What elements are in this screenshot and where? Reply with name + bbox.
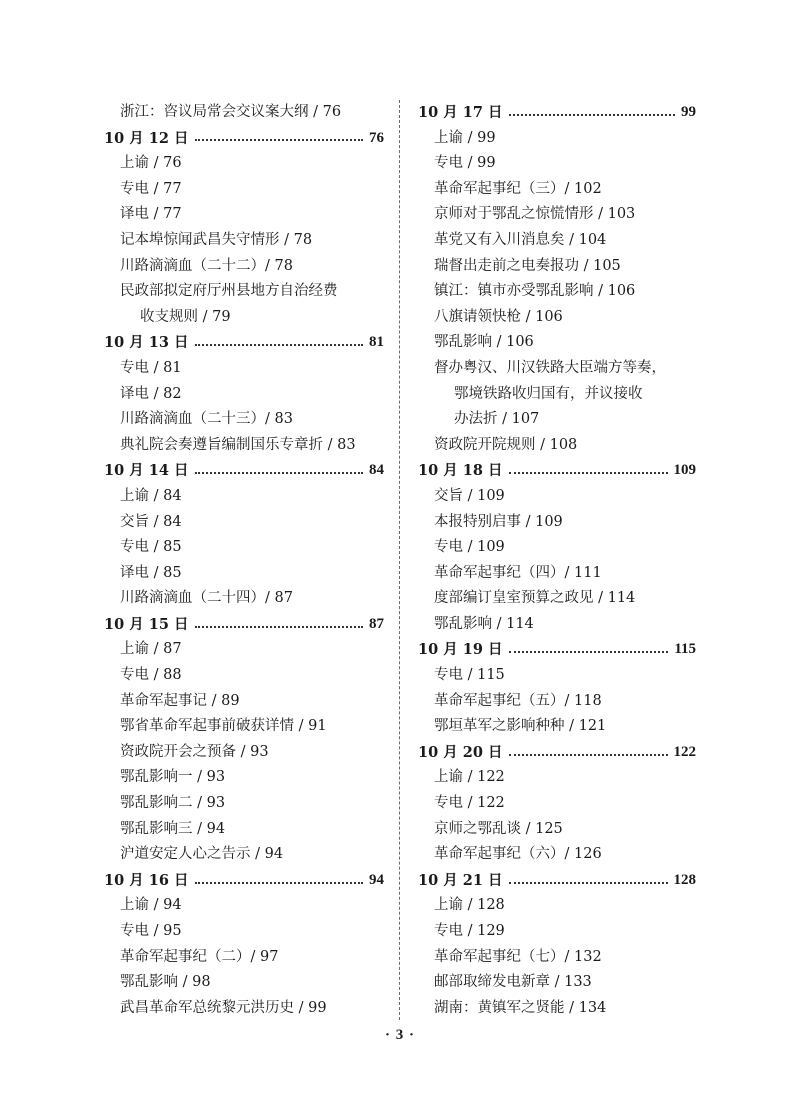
toc-entry: 专电 / 88 (120, 667, 182, 684)
toc-entry: 译电 / 85 (120, 564, 182, 581)
dot-leader (195, 472, 363, 474)
toc-entry: 交旨 / 109 (434, 487, 505, 504)
toc-entry: 专电 / 77 (120, 180, 182, 197)
toc-entry: 专电 / 115 (434, 667, 505, 684)
toc-entry: 武昌革命军总统黎元洪历史 / 99 (120, 999, 327, 1016)
date-label: 10 月 12 日 (104, 129, 189, 147)
date-page-number: 94 (369, 871, 384, 888)
toc-entry: 专电 / 99 (434, 155, 496, 172)
toc-entry: 上谕 / 87 (120, 641, 182, 658)
dot-leader (195, 882, 363, 884)
date-page-number: 128 (673, 871, 696, 888)
toc-entry: 典礼院会奏遵旨编制国乐专章折 / 83 (120, 436, 356, 453)
toc-entry: 鄂乱影响一 / 93 (120, 769, 226, 786)
toc-date-heading (104, 868, 384, 894)
toc-entry: 京师对于鄂乱之惊慌情形 / 103 (434, 206, 636, 223)
date-label: 10 月 18 日 (418, 462, 503, 480)
toc-entry: 革命军起事纪（七）/ 132 (434, 948, 602, 965)
toc-entry: 川路滴滴血（二十三）/ 83 (120, 411, 293, 428)
toc-right-column (418, 100, 696, 1021)
column-divider (399, 100, 400, 1020)
toc-left-column (104, 100, 384, 1021)
toc-entry: 度部编订皇室预算之政见 / 114 (434, 590, 636, 607)
dot-leader (195, 139, 363, 141)
toc-entry: 鄂乱影响二 / 93 (120, 795, 226, 812)
date-label: 10 月 21 日 (418, 871, 503, 889)
date-label: 10 月 15 日 (104, 615, 189, 633)
toc-entry: 京师之鄂乱谈 / 125 (434, 820, 563, 837)
toc-entry: 译电 / 77 (120, 206, 182, 223)
toc-entry: 湖南：黄镇军之贤能 / 134 (434, 999, 607, 1016)
toc-entry: 交旨 / 84 (120, 513, 182, 530)
toc-entry: 川路滴滴血（二十二）/ 78 (120, 257, 293, 274)
date-page-number: 87 (369, 615, 384, 632)
toc-entry: 八旗请领快枪 / 106 (434, 308, 563, 325)
toc-entry: 专电 / 109 (434, 539, 505, 556)
toc-entry: 革命军起事纪（五）/ 118 (434, 692, 602, 709)
toc-entry: 瑞督出走前之电奏报功 / 105 (434, 257, 621, 274)
date-page-number: 84 (369, 462, 384, 479)
date-label: 10 月 16 日 (104, 871, 189, 889)
toc-entry-continuation: 办法折 / 107 (454, 411, 540, 428)
toc-entry: 革党又有入川消息矣 / 104 (434, 231, 607, 248)
toc-date-heading (104, 458, 384, 484)
date-page-number: 99 (681, 104, 696, 120)
dot-leader (509, 882, 668, 884)
toc-entry: 革命军起事纪（二）/ 97 (120, 948, 279, 965)
toc-date-heading (104, 612, 384, 638)
toc-entry: 上谕 / 128 (434, 897, 505, 914)
dot-leader (509, 114, 675, 116)
toc-entry: 本报特别启事 / 109 (434, 513, 563, 530)
toc-entry: 革命军起事纪（三）/ 102 (434, 180, 602, 197)
toc-entry: 沪道安定人心之告示 / 94 (120, 846, 284, 863)
dot-leader (509, 651, 669, 653)
toc-entry: 上谕 / 122 (434, 769, 505, 786)
toc-entry: 镇江：镇市亦受鄂乱影响 / 106 (434, 283, 636, 300)
toc-date-heading (418, 100, 696, 126)
date-label: 10 月 14 日 (104, 462, 189, 480)
toc-entry-continuation: 鄂境铁路收归国有，并议接收 (454, 385, 643, 402)
date-page-number: 122 (673, 743, 696, 760)
dot-leader (509, 472, 668, 474)
toc-entry: 鄂垣革军之影响种种 / 121 (434, 718, 607, 735)
toc-entry: 鄂乱影响三 / 94 (120, 820, 226, 837)
toc-entry: 上谕 / 99 (434, 129, 496, 146)
toc-entry: 专电 / 85 (120, 539, 182, 556)
toc-entry: 资政院开会之预备 / 93 (120, 743, 269, 760)
toc-entry: 专电 / 122 (434, 795, 505, 812)
date-page-number: 115 (674, 641, 696, 658)
toc-entry: 民政部拟定府厅州县地方自治经费 (120, 283, 338, 300)
toc-entry: 上谕 / 76 (120, 155, 182, 172)
toc-entry: 鄂乱影响 / 114 (434, 615, 534, 632)
date-label: 10 月 20 日 (418, 743, 503, 761)
dot-leader (509, 754, 668, 756)
toc-entry: 邮部取缔发电新章 / 133 (434, 974, 592, 991)
toc-entry: 资政院开院规则 / 108 (434, 436, 578, 453)
dot-leader (195, 626, 363, 628)
toc-entry: 译电 / 82 (120, 385, 182, 402)
toc-entry-continuation: 收支规则 / 79 (140, 308, 231, 325)
date-page-number: 109 (673, 462, 696, 479)
toc-entry: 专电 / 129 (434, 923, 505, 939)
toc-entry: 鄂乱影响 / 106 (434, 334, 534, 351)
toc-entry: 专电 / 81 (120, 359, 182, 376)
toc-date-heading (418, 740, 696, 766)
date-label: 10 月 19 日 (418, 641, 503, 659)
toc-date-heading (104, 126, 384, 152)
toc-entry: 鄂省革命军起事前破获详情 / 91 (120, 718, 327, 735)
date-page-number: 81 (369, 334, 384, 351)
toc-entry: 川路滴滴血（二十四）/ 87 (120, 590, 293, 607)
toc-date-heading (418, 458, 696, 484)
toc-entry: 专电 / 95 (120, 923, 182, 939)
toc-entry: 革命军起事纪（六）/ 126 (434, 846, 602, 863)
toc-entry: 浙江：咨议局常会交议案大纲 / 76 (120, 104, 342, 120)
date-page-number: 76 (369, 129, 384, 146)
toc-entry: 上谕 / 94 (120, 897, 182, 914)
toc-entry: 上谕 / 84 (120, 487, 182, 504)
toc-entry: 记本埠惊闻武昌失守情形 / 78 (120, 231, 313, 248)
dot-leader (195, 344, 363, 346)
toc-date-heading (418, 868, 696, 894)
date-label: 10 月 17 日 (418, 104, 503, 121)
toc-entry: 督办粤汉、川汉铁路大臣端方等奏， (434, 359, 666, 376)
date-label: 10 月 13 日 (104, 334, 189, 352)
toc-entry: 鄂乱影响 / 98 (120, 974, 211, 991)
toc-entry: 革命军起事记 / 89 (120, 692, 240, 709)
toc-date-heading (418, 637, 696, 663)
page-number: · 3 · (384, 1027, 415, 1043)
toc-entry: 革命军起事纪（四）/ 111 (434, 564, 602, 581)
toc-date-heading (104, 330, 384, 356)
